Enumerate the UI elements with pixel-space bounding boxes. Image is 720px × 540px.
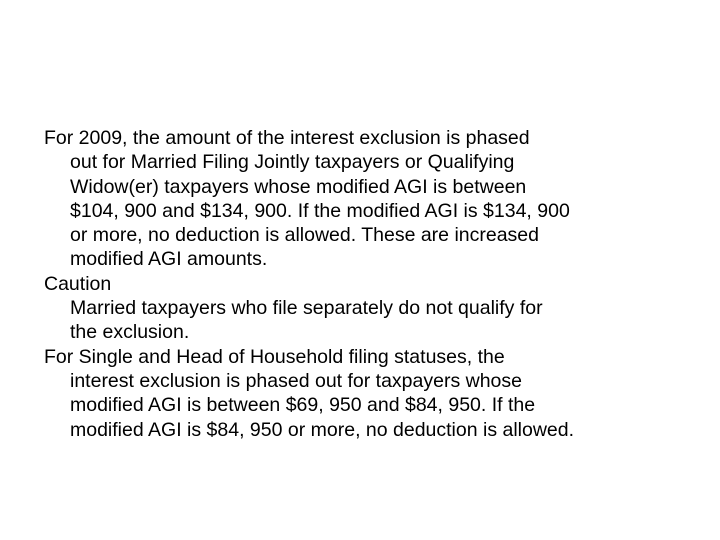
- caution-heading: Caution: [44, 272, 112, 295]
- text-body: [44, 126, 704, 442]
- paragraph1-line-2: out for Married Filing Jointly taxpayers or Qualifying: [70, 151, 515, 174]
- paragraph2-line-1: For Single and Head of Household filing statuses, the: [44, 345, 505, 368]
- interest-exclusion-joint-paragraph: [44, 126, 704, 272]
- paragraph1-line-5: or more, no deduction is allowed. These are increased: [70, 224, 539, 247]
- paragraph1-line-6: modified AGI amounts.: [70, 248, 268, 271]
- caution-line-2: the exclusion.: [70, 321, 190, 344]
- paragraph2-line-3: modified AGI is between $69, 950 and $84, 950. If the: [70, 394, 536, 417]
- paragraph2-line-2: interest exclusion is phased out for taxpayers whose: [70, 369, 522, 392]
- caution-line-1: Married taxpayers who file separately do not qualify for: [70, 297, 543, 320]
- paragraph1-line-4: $104, 900 and $134, 900. If the modified AGI is $134, 900: [70, 199, 570, 222]
- paragraph1-line-3: Widow(er) taxpayers whose modified AGI is between: [70, 175, 527, 198]
- paragraph2-line-4: modified AGI is $84, 950 or more, no deduction is allowed.: [70, 418, 575, 441]
- caution-block: [44, 272, 704, 345]
- paragraph1-line-1: For 2009, the amount of the interest exclusion is phased: [44, 127, 530, 149]
- interest-exclusion-single-paragraph: [44, 345, 704, 442]
